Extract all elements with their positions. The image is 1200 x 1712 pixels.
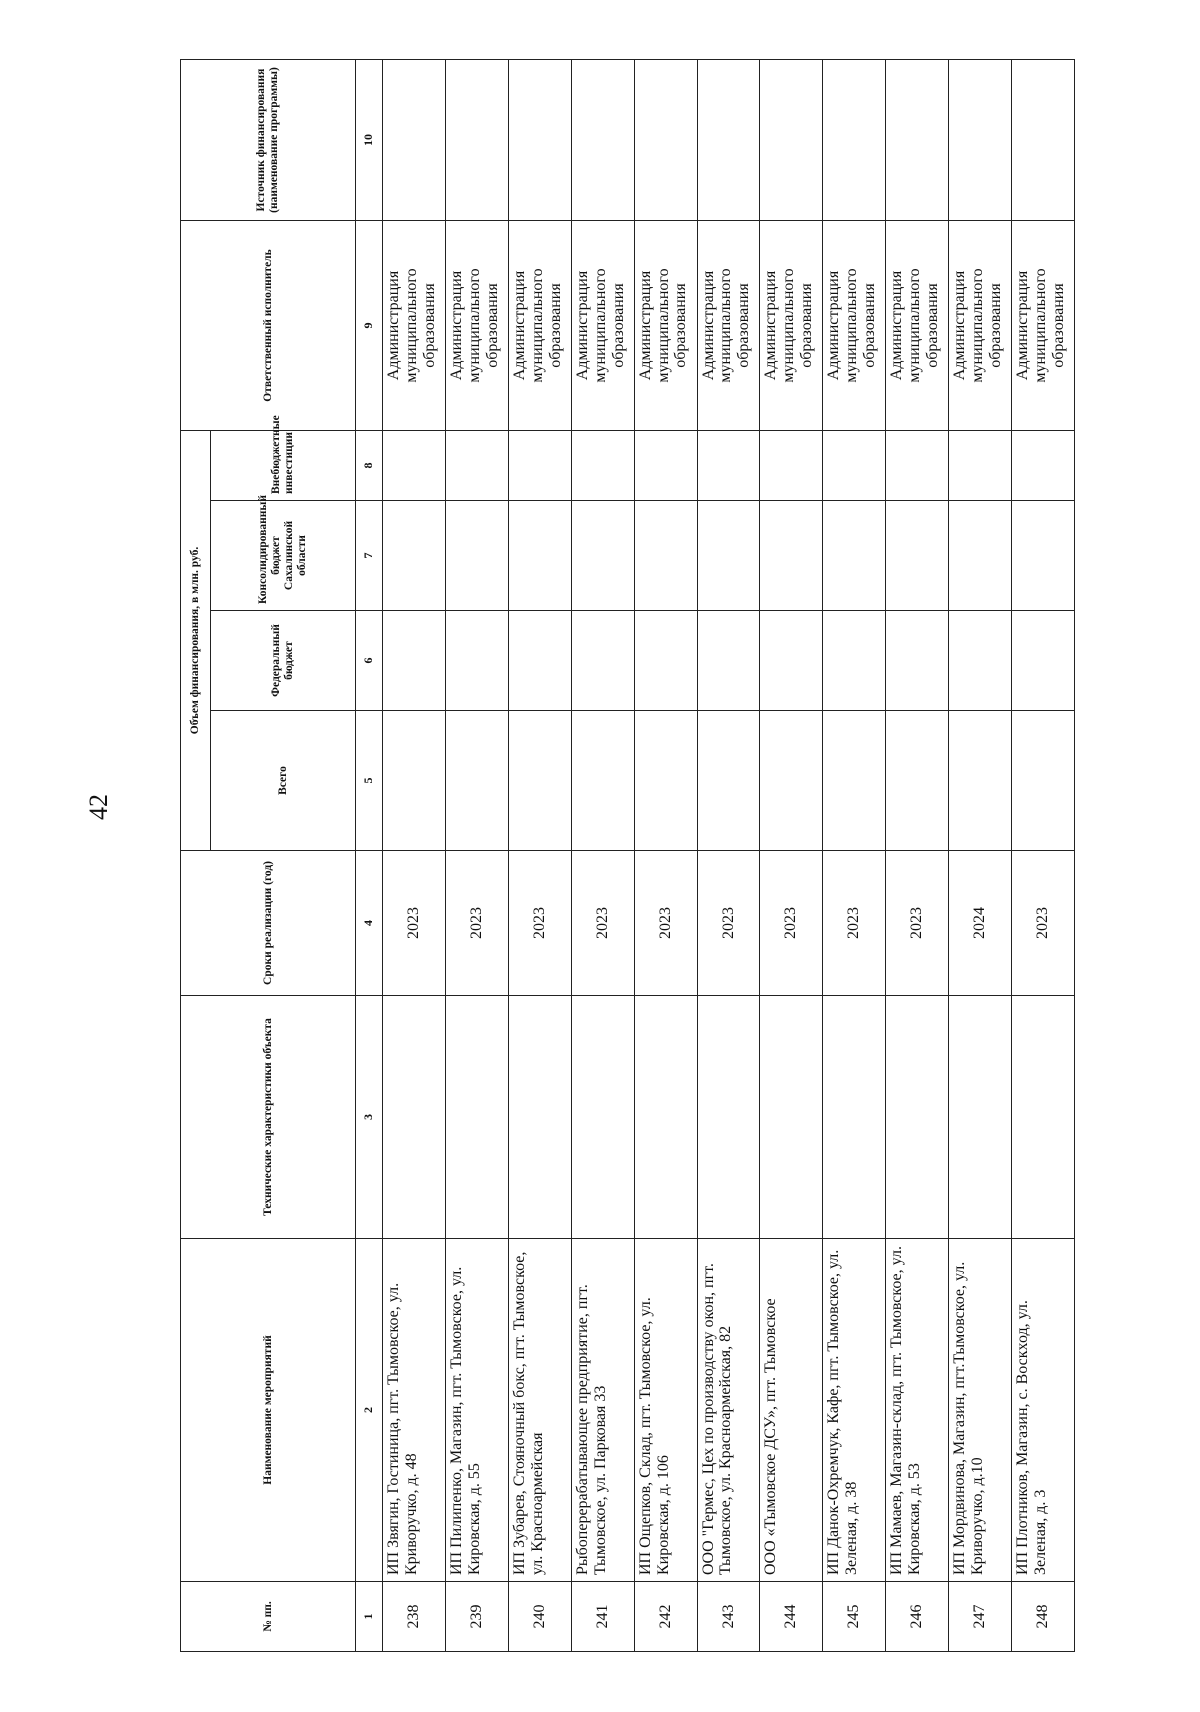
- header-executor: Ответственный исполнитель: [181, 221, 356, 431]
- cell-year: 2023: [760, 851, 823, 996]
- table-row: [760, 60, 823, 1652]
- cell-regional: [508, 501, 571, 611]
- header-source: Источник финансирования (наименование программы): [181, 60, 356, 221]
- table-row: [823, 60, 886, 1652]
- cell-regional: [697, 501, 760, 611]
- column-index: 1: [356, 1582, 383, 1652]
- cell-name: ИП Зубарев, Стояночный бокс, пгт. Тымовское, ул. Красноармейская: [508, 1239, 571, 1582]
- cell-tech: [823, 996, 886, 1239]
- cell-name: Рыбоперерабатывающее предприятие, пгт. Тымовское, ул. Парковая 33: [571, 1239, 634, 1582]
- cell-name: ИП Данок-Охремчук, Кафе, пгт. Тымовское, ул. Зеленая, д. 38: [823, 1239, 886, 1582]
- cell-source: [508, 60, 571, 221]
- cell-tech: [383, 996, 446, 1239]
- table-row: [445, 60, 508, 1652]
- cell-federal: [697, 611, 760, 711]
- header-funding-group: Объем финансирования, в млн. руб.: [181, 431, 211, 851]
- header-extra: Внебюджетные инвестиции: [211, 431, 356, 501]
- cell-tech: [445, 996, 508, 1239]
- table-row: [508, 60, 571, 1652]
- cell-federal: [886, 611, 949, 711]
- cell-name: ИП Мамаев, Магазин-склад, пгт. Тымовское, ул. Кировская, д. 53: [886, 1239, 949, 1582]
- table-row: [697, 60, 760, 1652]
- cell-total: [823, 711, 886, 851]
- cell-extra: [383, 431, 446, 501]
- cell-year: 2023: [697, 851, 760, 996]
- cell-total: [508, 711, 571, 851]
- cell-extra: [445, 431, 508, 501]
- column-index: 4: [356, 851, 383, 996]
- cell-name: ИП Плотников, Магазин, с. Воскход, ул. Зеленая, д. 3: [1012, 1239, 1075, 1582]
- cell-executor: Администрация муниципального образования: [949, 221, 1012, 431]
- cell-name: ИП Мордвинова, Магазин, пгт.Тымовское, ул. Криворучко, д.10: [949, 1239, 1012, 1582]
- cell-name: ИП Звягин, Гостиница, пгт. Тымовское, ул. Криворучко, д. 48: [383, 1239, 446, 1582]
- cell-num: 241: [571, 1582, 634, 1652]
- cell-total: [383, 711, 446, 851]
- cell-executor: Администрация муниципального образования: [886, 221, 949, 431]
- cell-num: 244: [760, 1582, 823, 1652]
- cell-executor: Администрация муниципального образования: [823, 221, 886, 431]
- cell-source: [760, 60, 823, 221]
- cell-federal: [445, 611, 508, 711]
- cell-source: [949, 60, 1012, 221]
- cell-executor: Администрация муниципального образования: [697, 221, 760, 431]
- header-name: Наименование мероприятий: [181, 1239, 356, 1582]
- cell-source: [445, 60, 508, 221]
- cell-tech: [571, 996, 634, 1239]
- cell-extra: [1012, 431, 1075, 501]
- cell-extra: [697, 431, 760, 501]
- cell-tech: [886, 996, 949, 1239]
- cell-executor: Администрация муниципального образования: [634, 221, 697, 431]
- cell-num: 248: [1012, 1582, 1075, 1652]
- column-index: 2: [356, 1239, 383, 1582]
- cell-num: 246: [886, 1582, 949, 1652]
- cell-extra: [823, 431, 886, 501]
- table-row: [886, 60, 949, 1652]
- cell-name: ИП Пилипенко, Магазин, пгт. Тымовское, ул. Кировская, д. 55: [445, 1239, 508, 1582]
- cell-regional: [571, 501, 634, 611]
- cell-year: 2024: [949, 851, 1012, 996]
- column-index: 6: [356, 611, 383, 711]
- table-body: [383, 60, 1075, 1652]
- cell-federal: [1012, 611, 1075, 711]
- table-row: [949, 60, 1012, 1652]
- cell-name: ООО «Тымовское ДСУ», пгт. Тымовское: [760, 1239, 823, 1582]
- cell-source: [383, 60, 446, 221]
- cell-total: [760, 711, 823, 851]
- cell-source: [571, 60, 634, 221]
- cell-total: [571, 711, 634, 851]
- activities-table: [180, 59, 1075, 1652]
- cell-regional: [383, 501, 446, 611]
- cell-executor: Администрация муниципального образования: [508, 221, 571, 431]
- cell-executor: Администрация муниципального образования: [571, 221, 634, 431]
- cell-year: 2023: [445, 851, 508, 996]
- cell-num: 242: [634, 1582, 697, 1652]
- cell-federal: [823, 611, 886, 711]
- cell-regional: [1012, 501, 1075, 611]
- table-rotated-container: [180, 60, 1075, 1652]
- cell-executor: Администрация муниципального образования: [445, 221, 508, 431]
- column-index-row: [356, 60, 383, 1652]
- page-number: 42: [84, 794, 113, 820]
- cell-num: 245: [823, 1582, 886, 1652]
- column-index: 10: [356, 60, 383, 221]
- header-regional: Консолидированный бюджет Сахалинской области: [211, 501, 356, 611]
- cell-regional: [445, 501, 508, 611]
- cell-year: 2023: [383, 851, 446, 996]
- cell-source: [697, 60, 760, 221]
- header-terms: Сроки реализации (год): [181, 851, 356, 996]
- cell-total: [697, 711, 760, 851]
- cell-source: [886, 60, 949, 221]
- cell-tech: [508, 996, 571, 1239]
- cell-executor: Администрация муниципального образования: [760, 221, 823, 431]
- header-tech: Технические характеристики объекта: [181, 996, 356, 1239]
- cell-num: 238: [383, 1582, 446, 1652]
- cell-num: 243: [697, 1582, 760, 1652]
- column-index: 7: [356, 501, 383, 611]
- cell-year: 2023: [823, 851, 886, 996]
- cell-total: [886, 711, 949, 851]
- table-row: [383, 60, 446, 1652]
- header-num: № пп.: [181, 1582, 356, 1652]
- cell-tech: [760, 996, 823, 1239]
- table-row: [634, 60, 697, 1652]
- cell-federal: [634, 611, 697, 711]
- cell-federal: [383, 611, 446, 711]
- cell-extra: [634, 431, 697, 501]
- cell-name: ИП Ощепков, Склад, пгт. Тымовское, ул. Кировская, д. 106: [634, 1239, 697, 1582]
- cell-regional: [949, 501, 1012, 611]
- cell-regional: [886, 501, 949, 611]
- cell-num: 247: [949, 1582, 1012, 1652]
- cell-tech: [697, 996, 760, 1239]
- cell-total: [445, 711, 508, 851]
- column-index: 8: [356, 431, 383, 501]
- cell-regional: [634, 501, 697, 611]
- table-row: [1012, 60, 1075, 1652]
- cell-federal: [760, 611, 823, 711]
- cell-total: [949, 711, 1012, 851]
- cell-source: [1012, 60, 1075, 221]
- cell-federal: [508, 611, 571, 711]
- cell-extra: [886, 431, 949, 501]
- header-federal: Федеральный бюджет: [211, 611, 356, 711]
- cell-executor: Администрация муниципального образования: [383, 221, 446, 431]
- cell-total: [1012, 711, 1075, 851]
- header-total: Всего: [211, 711, 356, 851]
- cell-federal: [571, 611, 634, 711]
- cell-year: 2023: [508, 851, 571, 996]
- cell-executor: Администрация муниципального образования: [1012, 221, 1075, 431]
- cell-tech: [1012, 996, 1075, 1239]
- cell-regional: [760, 501, 823, 611]
- column-index: 9: [356, 221, 383, 431]
- table-header: [181, 60, 383, 1652]
- cell-extra: [949, 431, 1012, 501]
- cell-year: 2023: [886, 851, 949, 996]
- table-row: [571, 60, 634, 1652]
- cell-extra: [760, 431, 823, 501]
- cell-extra: [508, 431, 571, 501]
- cell-tech: [634, 996, 697, 1239]
- cell-num: 240: [508, 1582, 571, 1652]
- column-index: 3: [356, 996, 383, 1239]
- cell-regional: [823, 501, 886, 611]
- cell-name: ООО "Гермес, Цех по производству окон, пгт. Тымовское, ул. Красноармейская, 82: [697, 1239, 760, 1582]
- cell-total: [634, 711, 697, 851]
- cell-year: 2023: [1012, 851, 1075, 996]
- cell-source: [634, 60, 697, 221]
- cell-num: 239: [445, 1582, 508, 1652]
- cell-federal: [949, 611, 1012, 711]
- cell-tech: [949, 996, 1012, 1239]
- cell-source: [823, 60, 886, 221]
- cell-year: 2023: [634, 851, 697, 996]
- column-index: 5: [356, 711, 383, 851]
- cell-extra: [571, 431, 634, 501]
- cell-year: 2023: [571, 851, 634, 996]
